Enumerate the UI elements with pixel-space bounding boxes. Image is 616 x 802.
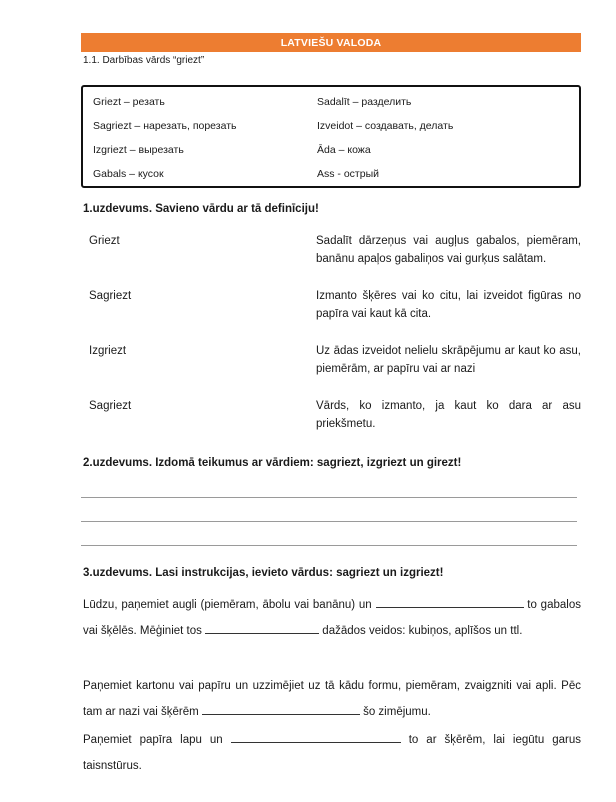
vocab-entry: Gabals – кусок: [93, 168, 164, 180]
vocab-entry: Āda – кожа: [317, 144, 371, 156]
vocab-entry: Izgriezt – вырезать: [93, 144, 184, 156]
task1-term: Griezt: [89, 235, 120, 247]
vocab-entry: Izveidot – создавать, делать: [317, 120, 454, 132]
vocab-entry: Ass - острый: [317, 168, 379, 180]
task1-definition: Izmanto šķēres vai ko citu, lai izveidot figūras no papīra vai kaut kā cita.: [316, 290, 581, 320]
paragraph-text: Paņemiet kartonu vai papīru un uzzimējiet uz tā kādu formu, piemēram, zvaigzniti vai apli. Pēc tam ar nazi vai šķērēm: [83, 680, 581, 718]
page-banner: LATVIEŠU VALODA: [81, 33, 581, 52]
answer-line[interactable]: [81, 545, 577, 546]
task1-definition: Uz ādas izveidot nelielu skrāpējumu ar kaut ko asu, piemērām, ar papīru vai ar nazi: [316, 345, 581, 375]
task1-definition: Sadalīt dārzeņus vai augļus gabalos, piemēram, banānu apaļos gabaliņos vai gurķus salātam.: [316, 235, 581, 265]
task3-paragraph-3: [83, 727, 581, 779]
task1-definition: Vārds, ko izmanto, ja kaut ko dara ar asu priekšmetu.: [316, 400, 581, 430]
paragraph-text: šo zimējumu.: [363, 706, 431, 718]
fill-in-blank[interactable]: [202, 713, 360, 715]
vocab-entry: Sagriezt – нарезать, порезать: [93, 120, 237, 132]
paragraph-text: Lūdzu, paņemiet augli (piemēram, ābolu vai banānu) un: [83, 599, 372, 611]
task3-paragraph-1: [83, 592, 581, 644]
answer-line[interactable]: [81, 497, 577, 498]
answer-line[interactable]: [81, 521, 577, 522]
paragraph-text: dažādos veidos: kubiņos, aplīšos un ttl.: [322, 625, 523, 637]
task1-term: Izgriezt: [89, 345, 127, 357]
task1-heading: 1.uzdevums. Savieno vārdu ar tā definīciju!: [83, 203, 319, 215]
fill-in-blank[interactable]: [231, 741, 401, 743]
paragraph-text: to gabalos vai šķēlēs. Mēģiniet tos: [83, 599, 581, 637]
fill-in-blank[interactable]: [376, 606, 524, 608]
paragraph-text: to ar šķērēm, lai iegūtu garus taisnstūrus.: [83, 734, 582, 772]
task3-paragraph-2: [83, 673, 581, 725]
task2-heading: 2.uzdevums. Izdomā teikumus ar vārdiem: sagriezt, izgriezt un girezt!: [83, 457, 462, 469]
vocabulary-box: [81, 85, 581, 188]
vocab-entry: Griezt – резать: [93, 96, 165, 108]
fill-in-blank[interactable]: [205, 632, 319, 634]
section-subtitle: 1.1. Darbības vārds “griezt”: [83, 55, 205, 66]
vocab-entry: Sadalīt – разделить: [317, 96, 412, 108]
task1-term: Sagriezt: [89, 290, 132, 302]
task1-term: Sagriezt: [89, 400, 132, 412]
paragraph-text: Paņemiet papīra lapu un: [83, 734, 223, 746]
task3-heading: 3.uzdevums. Lasi instrukcijas, ievieto vārdus: sagriezt un izgriezt!: [83, 567, 444, 579]
